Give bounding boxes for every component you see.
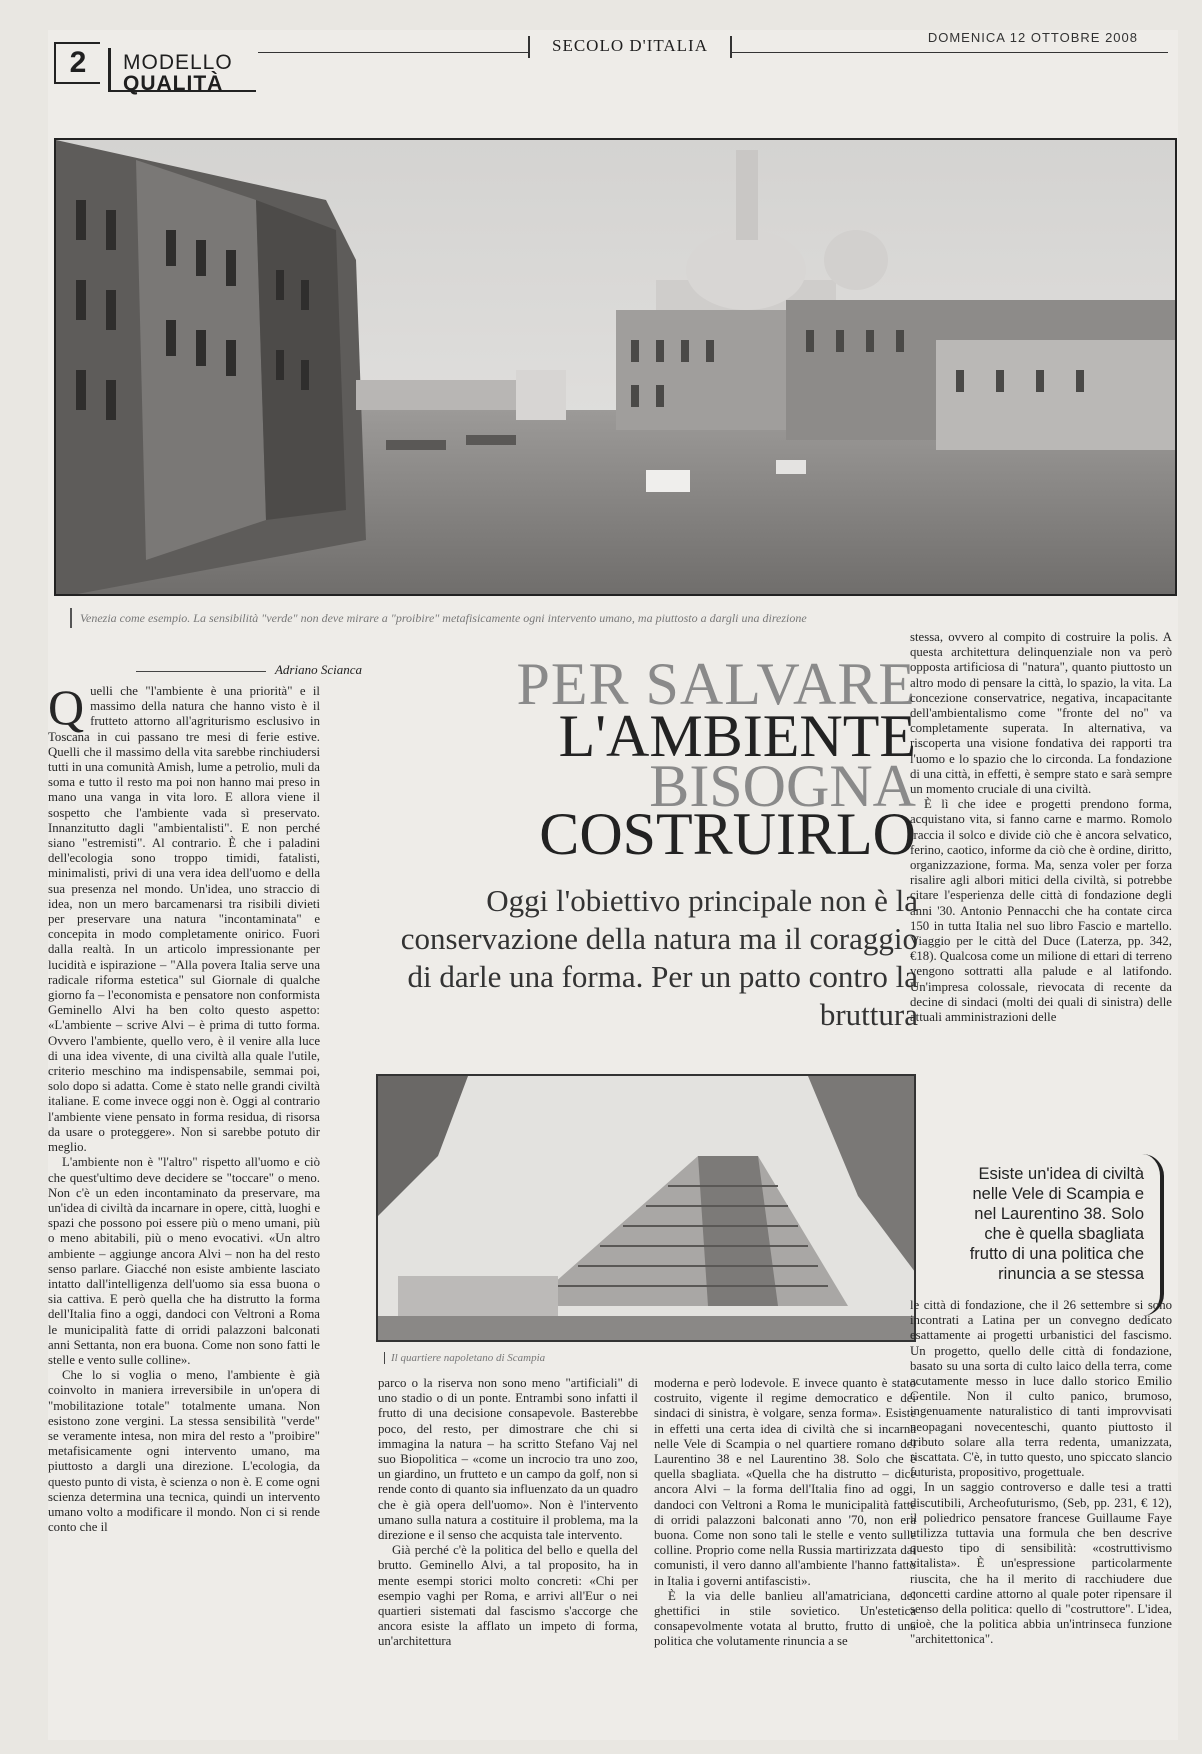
headline-line-1: PER SALVARE (516, 651, 916, 717)
article-column-1 (48, 684, 320, 1730)
author-name: Adriano Scianca (274, 662, 362, 677)
article-column-2 (378, 1376, 638, 1730)
section-label-line1: MODELLO (123, 51, 233, 74)
photo-caption: Venezia come esempio. La sensibilità "verde" non deve mirare a "proibire" metafisicamente ogni intervento umano, ma piuttosto a dargli una direzione (70, 608, 1160, 628)
page-number: 2 (54, 42, 100, 84)
byline (82, 662, 362, 678)
column-1-paragraph-3: Che lo si voglia o meno, l'ambiente è già coinvolto in maniera irreversibile in un'opera di "mobilitazione totale" totalmente umana. Non esistono zone vergini. La stessa sensibilità "verde" se veramente intesa, non mira del resto a "proibire" metafisicamente ogni intervento umano, ma piuttosto a dargli una direzione. L'ecologia, da questo punto di vista, è scienza o non è. E come ogni scienza determina una tecnica, quindi un intervento umano volto a modificare il mondo. Non ci si rende conto che il (48, 1368, 320, 1535)
column-3-paragraph-2: È la via delle banlieu all'amatriciana, del ghettifici in stile sovietico. Un'estetica consapevolmente votata al brutto, frutto di una politica che volutamente rinuncia a se (654, 1588, 916, 1649)
column-3-paragraph-1: moderna e però lodevole. E invece quanto è stato costruito, vigente il regime democratico e dei sindaci di sinistra, è volgare, senza forma». Esiste in effetti una certa idea di civiltà che si incarna nelle Vele di Scampia o nel quartiere romano del Laurentino 38 e nel Laurentino 38. Solo che è quella sbagliata. «Quella che ha distrutto – dice ancora Alvi – la forma dell'Italia fino ad oggi, dandoci con Veltroni a Roma le municipalità fatte di orridi palazzoni balconati anno '70, non era buona. Come non sono tali le stelle e vento sulle colline. Proprio come nella Russia martirizzata dai comunisti, il vero danno all'ambiente l'hanno fatto in Italia i governi antifascisti». (654, 1376, 916, 1588)
section-label (108, 48, 256, 95)
headline-line-4: COSTRUIRLO (539, 801, 916, 867)
byline-rule (136, 671, 266, 672)
article-deck: Oggi l'obiettivo principale non è la conservazione della natura ma il coraggio di darle una forma. Per un patto contro la bruttura (400, 883, 918, 1032)
article-column-3 (654, 1376, 916, 1730)
article-column-4 (910, 630, 1172, 1150)
issue-date: DOMENICA 12 OTTOBRE 2008 (927, 30, 1138, 45)
newspaper-page (48, 30, 1178, 1740)
column-5-paragraph-2: In un saggio controverso e dalle tesi a tratti discutibili, Archeofuturismo, (Seb, pp. 231, € 12), il poliedrico pensatore francese Guillaume Faye utilizza tuttavia una formula che ben descrive questo tipo di sensibilità: «costruttivismo vitalista». È un'espressione particolarmente riuscita, che ha il merito di racchiudere due concetti cardine attorno al quale poter ripensare il senso della politica: quello di "costruttore". L'idea, cioè, che la politica abbia un'intrinseca funzione "architettonica". (910, 1480, 1172, 1647)
newspaper-name: SECOLO D'ITALIA (528, 36, 732, 58)
headline-line-2: L'AMBIENTE (558, 703, 916, 769)
scampia-photo-caption: Il quartiere napoletano di Scampia (384, 1352, 911, 1364)
headline-line-3: BISOGNA (649, 753, 916, 819)
pull-quote-bracket (1142, 1154, 1164, 1316)
pull-quote-text: Esiste un'idea di civiltà nelle Vele di Scampia e nel Laurentino 38. Solo che è quella sbagliata frutto di una politica che rinuncia a se stessa (969, 1165, 1144, 1283)
scampia-photo (376, 1074, 916, 1342)
article-column-5 (910, 1298, 1172, 1730)
column-1-paragraph-1 (48, 684, 320, 1155)
column-1-paragraph-2: L'ambiente non è "l'altro" rispetto all'uomo e ciò che quest'ultimo deve decidere se "toccare" o meno. Non c'è un eden incontaminato da preservare, ma un'idea di civiltà da incarnare in opere, città, luoghi e spazi che possono poi essere più o meno umani, più o meno abitabili, più o meno evocativi. «Un altro ambiente – aggiunge ancora Alvi – non ha del resto senso parlare. Giacché non esiste ambiente lasciato intatto dall'intelligenza dell'uomo sia essa buona o sia cattiva. E però quella che ha distrutto la forma dell'Italia fino a oggi, dandoci con Veltroni a Roma le municipalità fatte di orridi palazzoni balconati anni Settanta, non era buona. Come non sono fatti le stelle e vento sulle colline». (48, 1155, 320, 1367)
venice-photo (54, 138, 1177, 596)
pull-quote (968, 1164, 1164, 1284)
column-4-paragraph-2: È lì che idee e progetti prendono forma, acquistano vita, si fanno carne e marmo. Romolo traccia il solco e divide ciò che è ancora selvatico, ferino, caotico, informe da ciò che è ordine, diritto, organizzazione, forma. Ma, senza voler per forza risalire agli albori mitici della civiltà, si potrebbe citare l'esperienza delle città di fondazione degli anni '30. Antonio Pennacchi che ha contate circa 150 in tutta Italia nel suo libro Fascio e martello. Viaggio per le città del Duce (Laterza, pp. 342, €18). Qualcosa come un milione di ettari di terreno vengono sottratti alla palude e al latifondo. Un'impresa colossale, rievocata di recente da decine di sindaci (molti dei quali di sinistra) delle attuali amministrazioni delle (910, 797, 1172, 1025)
column-2-paragraph-2: Già perché c'è la politica del bello e quella del brutto. Geminello Alvi, a tal proposito, ha in mente esempi storici molto concreti: «Chi per esempio vaghi per Roma, e arrivi all'Eur o nei quartieri sistemati dal fascismo s'accorge che ancora esiste la afflato un impeto di forma, un'architettura (378, 1543, 638, 1649)
column-4-paragraph-1: stessa, ovvero al compito di costruire la polis. A questa architettura delinquenziale non va però opposta artificiosa di "natura", quanto piuttosto un altro modo di pensare la città, lo spazio, la vita. La concezione conservatrice, negativa, incapacitante dell'ambientalismo come "fronte del no" va completamente superata. In alternativa, va riscoperta una visione fondativa dei rapporti tra l'uomo e lo spazio che lo circonda. La fondazione di una città, in effetti, è sempre stato e sarà sempre un momento cruciale di una civiltà. (910, 630, 1172, 797)
column-1-paragraph-1-text: uelli che "l'ambiente è una priorità" e il massimo della natura che hanno visto è il frutteto attorno all'agriturismo esclusivo in Toscana in cui passano tre mesi di ferie estive. Quelli che il massimo della vita sarebbe rinchiudersi tutti in una comunità Amish, lume a petrolio, muli da soma e tutto il resto ma poi non hanno mai preso in mano una vanga in vita loro. E allora viene il sospetto che l'ambiente vada sì preservato. Innanzitutto dagli "ambientalisti". E non perché siano "estremisti". Al contrario. È che i paladini dell'ecologia sono troppo timidi, fatalisti, minimalisti, privi di una vera idea dell'uomo e della sua presenza nel mondo. Un'idea, uno straccio di idea, non un mero barcamenarsi tra risibili divieti per preservare una natura "incontaminata" e concepita in modo completamente onirico. Fuori dalla realtà. In un articolo impressionante per lucidità e ispirazione – "Alla povera Italia serve una radicale riforma estetica" sul Giornale di qualche giorno fa – l'economista e pensatore non conformista Geminello Alvi ha ben colto questo aspetto: «L'ambiente – scrive Alvi – è prima di tutto forma. Ovvero l'ambiente, quello vero, è il venire alla luce di una idea vivente, di una civiltà alla quale l'utile, criterio meschino ma indispensabile, semmai poi, solo dopo si adatta. Come è stato nelle grandi civiltà italiane. E come invece oggi non è. Oggi al contrario l'ambiente viene pensato in forma residua, di risorsa da usare o proteggere». Non si sarebbe potuto dir meglio. (48, 684, 320, 1155)
section-label-line2: QUALITÀ (123, 72, 224, 95)
column-5-paragraph-1: le città di fondazione, che il 26 settembre si sono incontrati a Latina per un convegno dedicato esattamente ai progetti urbanistici del fascismo. Un progetto, quello delle città di fondazione, basato su una sorta di culto laico della terra, come acutamente messo in luce dallo storico Emilio Gentile. Non il culto panico, brumoso, ingenuamente naturalistico di tanti improvvisati neopagani novecenteschi, quanto piuttosto il tributo solare alla terra redenta, umanizzata, riscattata. C'è, in tutto questo, uno spiccato slancio futurista, propositivo, progettuale. (910, 1298, 1172, 1480)
drop-cap: Q (48, 684, 85, 735)
column-2-paragraph-1: parco o la riserva non sono meno "artificiali" di uno stadio o di un ponte. Entrambi sono infatti il frutto di una decisione consapevole. Basterebbe poco, del resto, per dimostrare che chi si immagina la natura – ha scritto Stefano Vaj nel suo Biopolitica – «come un incrocio tra uno zoo, un giardino, un frutteto e un campo da golf, non si rende conto di quanto sia influenzato da un quadro che è già opera dell'uomo». Non è l'intervento umano sulla natura a costituire il problema, ma la direzione e il senso che acquista tale intervento. (378, 1376, 638, 1543)
scampia-photo-illustration (378, 1076, 916, 1342)
venice-photo-illustration (56, 140, 1177, 596)
